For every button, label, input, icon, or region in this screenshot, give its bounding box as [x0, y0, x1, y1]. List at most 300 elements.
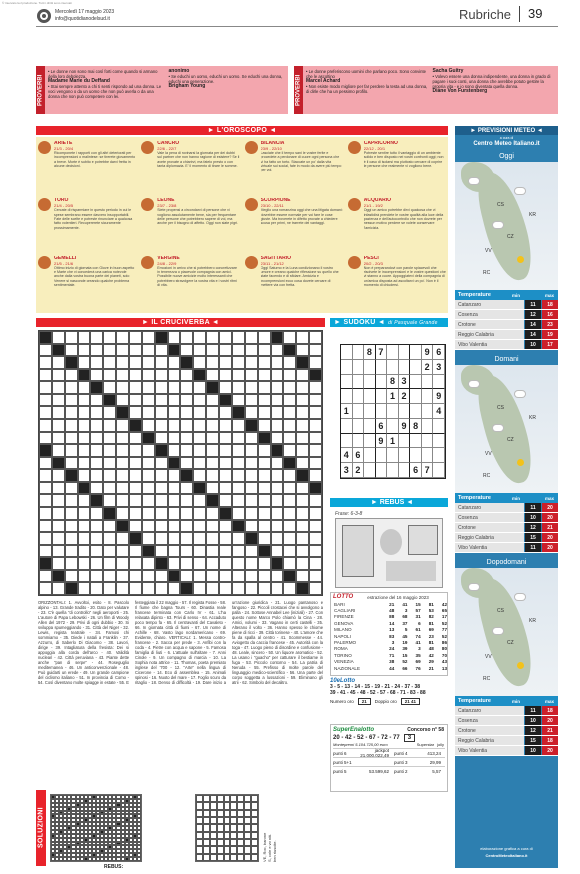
crossword-cell[interactable] — [219, 419, 232, 432]
crossword-cell[interactable] — [168, 331, 181, 344]
crossword-cell[interactable] — [90, 369, 103, 382]
crossword-cell[interactable] — [116, 482, 129, 495]
crossword-cell[interactable] — [78, 582, 91, 595]
crossword-cell[interactable] — [193, 381, 206, 394]
crossword-cell[interactable] — [219, 369, 232, 382]
crossword-cell[interactable] — [296, 406, 309, 419]
sudoku-cell[interactable] — [422, 404, 434, 419]
sudoku-cell[interactable] — [353, 360, 365, 375]
crossword-cell[interactable] — [168, 545, 181, 558]
crossword-cell[interactable] — [232, 444, 245, 457]
crossword-cell[interactable] — [296, 520, 309, 533]
crossword-cell[interactable] — [39, 344, 52, 357]
crossword-cell[interactable] — [232, 457, 245, 470]
crossword-cell[interactable] — [258, 469, 271, 482]
crossword-cell[interactable] — [142, 557, 155, 570]
sudoku-cell[interactable] — [422, 389, 434, 404]
crossword-cell[interactable] — [232, 557, 245, 570]
crossword-cell[interactable] — [129, 545, 142, 558]
crossword-cell[interactable] — [65, 557, 78, 570]
sudoku-cell[interactable] — [341, 345, 353, 360]
crossword-cell[interactable] — [180, 582, 193, 595]
crossword-cell[interactable] — [296, 457, 309, 470]
crossword-cell[interactable] — [168, 520, 181, 533]
crossword-cell[interactable] — [206, 331, 219, 344]
crossword-cell[interactable] — [39, 394, 52, 407]
crossword-cell[interactable] — [78, 532, 91, 545]
crossword-cell[interactable] — [142, 419, 155, 432]
crossword-cell[interactable] — [193, 494, 206, 507]
crossword-cell[interactable] — [168, 406, 181, 419]
crossword-cell[interactable] — [65, 582, 78, 595]
crossword-cell[interactable] — [245, 419, 258, 432]
sudoku-cell[interactable] — [422, 448, 434, 463]
crossword-cell[interactable] — [193, 419, 206, 432]
crossword-cell[interactable] — [283, 331, 296, 344]
crossword-cell[interactable] — [219, 394, 232, 407]
crossword-cell[interactable] — [180, 444, 193, 457]
crossword-cell[interactable] — [245, 394, 258, 407]
crossword-cell[interactable] — [52, 532, 65, 545]
crossword-cell[interactable] — [155, 545, 168, 558]
sudoku-cell[interactable] — [399, 404, 411, 419]
sudoku-cell[interactable]: 2 — [422, 360, 434, 375]
crossword-cell[interactable] — [78, 381, 91, 394]
crossword-cell[interactable] — [103, 406, 116, 419]
crossword-cell[interactable] — [309, 545, 322, 558]
sudoku-cell[interactable] — [364, 360, 376, 375]
crossword-cell[interactable] — [206, 507, 219, 520]
crossword-cell[interactable] — [116, 557, 129, 570]
crossword-cell[interactable] — [116, 369, 129, 382]
crossword-cell[interactable] — [258, 532, 271, 545]
crossword-cell[interactable] — [206, 482, 219, 495]
crossword-cell[interactable] — [78, 482, 91, 495]
sudoku-cell[interactable] — [422, 375, 434, 390]
crossword-cell[interactable] — [52, 444, 65, 457]
sudoku-cell[interactable]: 8 — [364, 345, 376, 360]
crossword-cell[interactable] — [245, 457, 258, 470]
crossword-cell[interactable] — [90, 545, 103, 558]
crossword-cell[interactable] — [219, 545, 232, 558]
crossword-cell[interactable] — [283, 457, 296, 470]
crossword-cell[interactable] — [180, 394, 193, 407]
crossword-cell[interactable] — [78, 331, 91, 344]
crossword-cell[interactable] — [39, 381, 52, 394]
crossword-cell[interactable] — [116, 381, 129, 394]
crossword-cell[interactable] — [193, 507, 206, 520]
crossword-cell[interactable] — [90, 344, 103, 357]
sudoku-cell[interactable] — [422, 419, 434, 434]
crossword-cell[interactable] — [180, 432, 193, 445]
crossword-cell[interactable] — [129, 419, 142, 432]
crossword-cell[interactable] — [90, 469, 103, 482]
crossword-cell[interactable] — [155, 432, 168, 445]
sudoku-cell[interactable] — [410, 404, 422, 419]
sudoku-cell[interactable] — [399, 448, 411, 463]
crossword-cell[interactable] — [103, 582, 116, 595]
crossword-cell[interactable] — [103, 344, 116, 357]
crossword-cell[interactable] — [103, 432, 116, 445]
crossword-cell[interactable] — [180, 532, 193, 545]
crossword-cell[interactable] — [155, 444, 168, 457]
sudoku-cell[interactable] — [376, 360, 388, 375]
crossword-cell[interactable] — [65, 381, 78, 394]
crossword-cell[interactable] — [296, 419, 309, 432]
crossword-cell[interactable] — [245, 381, 258, 394]
crossword-cell[interactable] — [271, 344, 284, 357]
crossword-cell[interactable] — [142, 406, 155, 419]
crossword-cell[interactable] — [219, 507, 232, 520]
crossword-cell[interactable] — [78, 557, 91, 570]
crossword-cell[interactable] — [193, 356, 206, 369]
crossword-cell[interactable] — [65, 432, 78, 445]
crossword-cell[interactable] — [258, 507, 271, 520]
crossword-cell[interactable] — [245, 344, 258, 357]
crossword-cell[interactable] — [65, 419, 78, 432]
crossword-cell[interactable] — [206, 545, 219, 558]
crossword-cell[interactable] — [193, 444, 206, 457]
crossword-cell[interactable] — [219, 557, 232, 570]
crossword-cell[interactable] — [90, 331, 103, 344]
sudoku-cell[interactable]: 9 — [399, 419, 411, 434]
sudoku-cell[interactable]: 9 — [376, 434, 388, 449]
crossword-cell[interactable] — [258, 494, 271, 507]
crossword-cell[interactable] — [219, 520, 232, 533]
crossword-cell[interactable] — [103, 494, 116, 507]
crossword-cell[interactable] — [219, 432, 232, 445]
crossword-cell[interactable] — [78, 570, 91, 583]
crossword-cell[interactable] — [142, 344, 155, 357]
sudoku-cell[interactable] — [341, 389, 353, 404]
sudoku-cell[interactable] — [341, 434, 353, 449]
crossword-cell[interactable] — [103, 507, 116, 520]
crossword-cell[interactable] — [65, 507, 78, 520]
crossword-cell[interactable] — [65, 469, 78, 482]
crossword-cell[interactable] — [245, 494, 258, 507]
crossword-cell[interactable] — [206, 494, 219, 507]
sudoku-cell[interactable]: 7 — [376, 345, 388, 360]
sudoku-cell[interactable]: 8 — [410, 419, 422, 434]
crossword-cell[interactable] — [219, 356, 232, 369]
crossword-cell[interactable] — [296, 331, 309, 344]
sudoku-cell[interactable] — [433, 448, 445, 463]
crossword-cell[interactable] — [296, 469, 309, 482]
crossword-cell[interactable] — [206, 344, 219, 357]
crossword-cell[interactable] — [258, 520, 271, 533]
crossword-cell[interactable] — [129, 369, 142, 382]
sudoku-cell[interactable]: 2 — [353, 463, 365, 478]
crossword-cell[interactable] — [245, 557, 258, 570]
sudoku-cell[interactable] — [364, 463, 376, 478]
sudoku-cell[interactable]: 9 — [422, 345, 434, 360]
crossword-cell[interactable] — [232, 432, 245, 445]
crossword-cell[interactable] — [245, 545, 258, 558]
crossword-cell[interactable] — [168, 457, 181, 470]
crossword-cell[interactable] — [180, 570, 193, 583]
crossword-cell[interactable] — [129, 570, 142, 583]
crossword-cell[interactable] — [116, 457, 129, 470]
crossword-cell[interactable] — [206, 570, 219, 583]
crossword-cell[interactable] — [52, 381, 65, 394]
crossword-cell[interactable] — [168, 507, 181, 520]
crossword-cell[interactable] — [271, 482, 284, 495]
crossword-cell[interactable] — [219, 482, 232, 495]
crossword-cell[interactable] — [219, 406, 232, 419]
crossword-cell[interactable] — [271, 469, 284, 482]
crossword-cell[interactable] — [232, 582, 245, 595]
sudoku-cell[interactable] — [433, 434, 445, 449]
sudoku-cell[interactable]: 2 — [399, 389, 411, 404]
crossword-cell[interactable] — [78, 457, 91, 470]
crossword-cell[interactable] — [309, 444, 322, 457]
crossword-cell[interactable] — [78, 394, 91, 407]
crossword-cell[interactable] — [39, 507, 52, 520]
crossword-cell[interactable] — [296, 582, 309, 595]
sudoku-cell[interactable]: 6 — [433, 345, 445, 360]
crossword-cell[interactable] — [180, 520, 193, 533]
crossword-cell[interactable] — [180, 381, 193, 394]
crossword-cell[interactable] — [129, 582, 142, 595]
crossword-cell[interactable] — [52, 432, 65, 445]
crossword-cell[interactable] — [142, 394, 155, 407]
crossword-cell[interactable] — [168, 369, 181, 382]
crossword-cell[interactable] — [245, 469, 258, 482]
sudoku-cell[interactable] — [399, 434, 411, 449]
crossword-cell[interactable] — [258, 356, 271, 369]
crossword-cell[interactable] — [245, 570, 258, 583]
crossword-cell[interactable] — [206, 369, 219, 382]
sudoku-cell[interactable] — [410, 389, 422, 404]
sudoku-cell[interactable] — [399, 463, 411, 478]
crossword-cell[interactable] — [296, 381, 309, 394]
crossword-cell[interactable] — [283, 369, 296, 382]
crossword-cell[interactable] — [309, 570, 322, 583]
sudoku-cell[interactable] — [387, 360, 399, 375]
crossword-cell[interactable] — [245, 356, 258, 369]
crossword-cell[interactable] — [309, 494, 322, 507]
sudoku-cell[interactable] — [410, 345, 422, 360]
crossword-cell[interactable] — [52, 394, 65, 407]
crossword-cell[interactable] — [52, 507, 65, 520]
crossword-cell[interactable] — [103, 532, 116, 545]
sudoku-cell[interactable] — [433, 419, 445, 434]
sudoku-cell[interactable] — [433, 375, 445, 390]
crossword-cell[interactable] — [309, 344, 322, 357]
crossword-cell[interactable] — [206, 557, 219, 570]
crossword-cell[interactable] — [90, 432, 103, 445]
crossword-cell[interactable] — [52, 557, 65, 570]
crossword-cell[interactable] — [142, 494, 155, 507]
crossword-cell[interactable] — [65, 394, 78, 407]
crossword-cell[interactable] — [271, 507, 284, 520]
crossword-cell[interactable] — [206, 444, 219, 457]
crossword-cell[interactable] — [206, 457, 219, 470]
crossword-cell[interactable] — [206, 582, 219, 595]
crossword-cell[interactable] — [206, 469, 219, 482]
crossword-cell[interactable] — [283, 432, 296, 445]
sudoku-cell[interactable] — [364, 389, 376, 404]
crossword-cell[interactable] — [296, 356, 309, 369]
crossword-cell[interactable] — [90, 507, 103, 520]
crossword-cell[interactable] — [296, 444, 309, 457]
crossword-cell[interactable] — [65, 331, 78, 344]
crossword-cell[interactable] — [283, 520, 296, 533]
crossword-cell[interactable] — [219, 331, 232, 344]
crossword-cell[interactable] — [65, 545, 78, 558]
crossword-cell[interactable] — [283, 532, 296, 545]
crossword-cell[interactable] — [232, 520, 245, 533]
sudoku-cell[interactable] — [376, 375, 388, 390]
crossword-cell[interactable] — [129, 331, 142, 344]
crossword-cell[interactable] — [206, 394, 219, 407]
crossword-cell[interactable] — [258, 406, 271, 419]
crossword-cell[interactable] — [90, 457, 103, 470]
crossword-cell[interactable] — [283, 444, 296, 457]
sudoku-cell[interactable] — [410, 375, 422, 390]
crossword-cell[interactable] — [129, 444, 142, 457]
crossword-cell[interactable] — [142, 520, 155, 533]
crossword-cell[interactable] — [271, 582, 284, 595]
crossword-cell[interactable] — [39, 570, 52, 583]
crossword-cell[interactable] — [271, 331, 284, 344]
crossword-cell[interactable] — [65, 344, 78, 357]
crossword-cell[interactable] — [103, 469, 116, 482]
crossword-cell[interactable] — [155, 520, 168, 533]
crossword-cell[interactable] — [90, 520, 103, 533]
crossword-cell[interactable] — [39, 444, 52, 457]
crossword-cell[interactable] — [39, 331, 52, 344]
crossword-cell[interactable] — [180, 369, 193, 382]
crossword-cell[interactable] — [39, 557, 52, 570]
crossword-cell[interactable] — [155, 344, 168, 357]
sudoku-cell[interactable] — [353, 389, 365, 404]
crossword-cell[interactable] — [116, 356, 129, 369]
crossword-cell[interactable] — [103, 520, 116, 533]
crossword-cell[interactable] — [309, 356, 322, 369]
crossword-cell[interactable] — [39, 406, 52, 419]
crossword-cell[interactable] — [78, 369, 91, 382]
crossword-cell[interactable] — [78, 520, 91, 533]
crossword-cell[interactable] — [103, 545, 116, 558]
crossword-cell[interactable] — [39, 469, 52, 482]
crossword-cell[interactable] — [193, 557, 206, 570]
crossword-cell[interactable] — [155, 482, 168, 495]
sudoku-cell[interactable] — [353, 345, 365, 360]
crossword-cell[interactable] — [232, 331, 245, 344]
crossword-cell[interactable] — [103, 557, 116, 570]
sudoku-cell[interactable] — [399, 360, 411, 375]
crossword-cell[interactable] — [52, 482, 65, 495]
crossword-cell[interactable] — [219, 532, 232, 545]
crossword-cell[interactable] — [283, 394, 296, 407]
crossword-cell[interactable] — [271, 356, 284, 369]
crossword-cell[interactable] — [296, 570, 309, 583]
crossword-cell[interactable] — [90, 406, 103, 419]
crossword-cell[interactable] — [142, 482, 155, 495]
crossword-cell[interactable] — [155, 494, 168, 507]
crossword-cell[interactable] — [206, 419, 219, 432]
crossword-cell[interactable] — [39, 545, 52, 558]
crossword-cell[interactable] — [155, 406, 168, 419]
crossword-cell[interactable] — [116, 419, 129, 432]
crossword-cell[interactable] — [258, 444, 271, 457]
crossword-cell[interactable] — [193, 331, 206, 344]
crossword-cell[interactable] — [65, 482, 78, 495]
crossword-cell[interactable] — [78, 507, 91, 520]
crossword-cell[interactable] — [232, 369, 245, 382]
crossword-cell[interactable] — [193, 432, 206, 445]
crossword-cell[interactable] — [283, 419, 296, 432]
crossword-cell[interactable] — [142, 331, 155, 344]
crossword-cell[interactable] — [245, 406, 258, 419]
crossword-cell[interactable] — [296, 494, 309, 507]
sudoku-cell[interactable] — [410, 360, 422, 375]
crossword-cell[interactable] — [39, 356, 52, 369]
sudoku-cell[interactable]: 4 — [341, 448, 353, 463]
crossword-cell[interactable] — [103, 419, 116, 432]
sudoku-cell[interactable] — [353, 404, 365, 419]
sudoku-cell[interactable] — [353, 375, 365, 390]
crossword-cell[interactable] — [258, 557, 271, 570]
crossword-cell[interactable] — [39, 520, 52, 533]
crossword-cell[interactable] — [142, 582, 155, 595]
sudoku-cell[interactable] — [387, 419, 399, 434]
crossword-cell[interactable] — [232, 356, 245, 369]
crossword-cell[interactable] — [65, 520, 78, 533]
crossword-cell[interactable] — [129, 432, 142, 445]
crossword-cell[interactable] — [245, 520, 258, 533]
crossword-cell[interactable] — [52, 582, 65, 595]
crossword-cell[interactable] — [90, 356, 103, 369]
crossword-cell[interactable] — [39, 532, 52, 545]
crossword-grid[interactable] — [38, 330, 323, 596]
crossword-cell[interactable] — [39, 494, 52, 507]
crossword-cell[interactable] — [52, 457, 65, 470]
crossword-cell[interactable] — [283, 582, 296, 595]
sudoku-cell[interactable] — [341, 375, 353, 390]
sudoku-cell[interactable]: 8 — [387, 375, 399, 390]
crossword-cell[interactable] — [116, 520, 129, 533]
crossword-cell[interactable] — [90, 494, 103, 507]
sudoku-cell[interactable]: 1 — [341, 404, 353, 419]
crossword-cell[interactable] — [52, 406, 65, 419]
sudoku-cell[interactable]: 6 — [353, 448, 365, 463]
crossword-cell[interactable] — [90, 570, 103, 583]
crossword-cell[interactable] — [129, 356, 142, 369]
crossword-cell[interactable] — [52, 570, 65, 583]
crossword-cell[interactable] — [180, 419, 193, 432]
crossword-cell[interactable] — [103, 381, 116, 394]
sudoku-cell[interactable] — [364, 448, 376, 463]
crossword-cell[interactable] — [155, 507, 168, 520]
crossword-cell[interactable] — [232, 494, 245, 507]
crossword-cell[interactable] — [39, 457, 52, 470]
crossword-cell[interactable] — [103, 356, 116, 369]
crossword-cell[interactable] — [309, 369, 322, 382]
crossword-cell[interactable] — [168, 582, 181, 595]
crossword-cell[interactable] — [296, 507, 309, 520]
sudoku-cell[interactable] — [341, 360, 353, 375]
crossword-cell[interactable] — [258, 369, 271, 382]
crossword-cell[interactable] — [245, 331, 258, 344]
crossword-cell[interactable] — [39, 432, 52, 445]
sudoku-cell[interactable]: 9 — [433, 389, 445, 404]
sudoku-cell[interactable] — [364, 434, 376, 449]
crossword-cell[interactable] — [193, 532, 206, 545]
sudoku-cell[interactable] — [341, 419, 353, 434]
crossword-cell[interactable] — [65, 356, 78, 369]
